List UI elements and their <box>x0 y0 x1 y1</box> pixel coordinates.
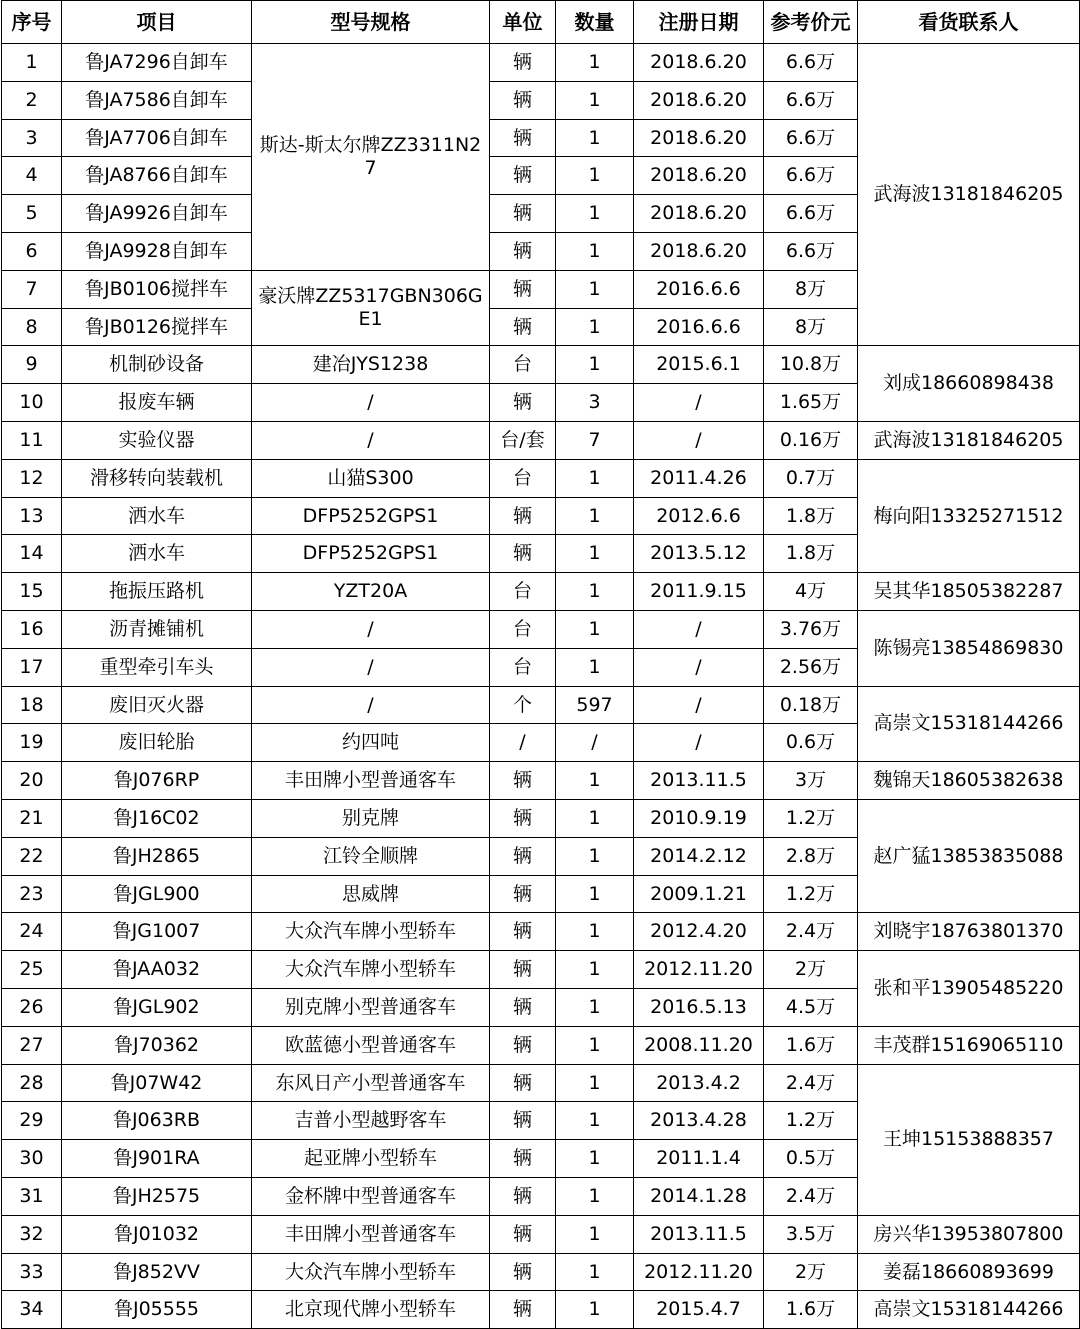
cell-unit: 辆 <box>490 535 556 573</box>
cell-spec: / <box>252 610 490 648</box>
cell-qty: 1 <box>556 346 634 384</box>
cell-item: 重型牵引车头 <box>62 648 252 686</box>
cell-no: 15 <box>2 573 62 611</box>
cell-no: 5 <box>2 195 62 233</box>
table-row <box>2 346 1080 384</box>
cell-spec-merged: 豪沃牌ZZ5317GBN306GE1 <box>252 270 490 346</box>
table-row <box>2 799 1080 837</box>
cell-spec: 欧蓝德小型普通客车 <box>252 1026 490 1064</box>
cell-qty: 1 <box>556 81 634 119</box>
cell-qty: 1 <box>556 573 634 611</box>
cell-qty: 1 <box>556 497 634 535</box>
cell-price: 2万 <box>764 951 858 989</box>
cell-spec: 丰田牌小型普通客车 <box>252 1215 490 1253</box>
cell-spec-merged: 斯达-斯太尔牌ZZ3311N27 <box>252 44 490 271</box>
cell-price: 2.4万 <box>764 913 858 951</box>
cell-item: 鲁J076RP <box>62 762 252 800</box>
cell-date: / <box>634 384 764 422</box>
column-header-qty: 数量 <box>556 1 634 44</box>
cell-unit: 辆 <box>490 1291 556 1329</box>
column-header-item: 项目 <box>62 1 252 44</box>
cell-price: 0.6万 <box>764 724 858 762</box>
cell-date: 2010.9.19 <box>634 799 764 837</box>
cell-unit: 台/套 <box>490 421 556 459</box>
table-row <box>2 1291 1080 1329</box>
cell-date: 2016.5.13 <box>634 988 764 1026</box>
cell-date: 2013.11.5 <box>634 762 764 800</box>
cell-contact: 姜磊18660893699 <box>858 1253 1080 1291</box>
cell-date: 2008.11.20 <box>634 1026 764 1064</box>
column-header-no: 序号 <box>2 1 62 44</box>
cell-qty: 1 <box>556 157 634 195</box>
cell-item: 鲁J16C02 <box>62 799 252 837</box>
cell-contact: 丰茂群15169065110 <box>858 1026 1080 1064</box>
cell-item: 鲁J07W42 <box>62 1064 252 1102</box>
cell-no: 17 <box>2 648 62 686</box>
cell-spec: 山猫S300 <box>252 459 490 497</box>
cell-date: / <box>634 724 764 762</box>
cell-unit: 辆 <box>490 497 556 535</box>
cell-unit: 辆 <box>490 799 556 837</box>
cell-price: 3.76万 <box>764 610 858 648</box>
cell-item: 鲁J063RB <box>62 1102 252 1140</box>
cell-unit: 台 <box>490 573 556 611</box>
cell-item: 废旧轮胎 <box>62 724 252 762</box>
cell-no: 23 <box>2 875 62 913</box>
cell-qty: / <box>556 724 634 762</box>
cell-contact: 武海波13181846205 <box>858 44 1080 346</box>
cell-unit: 台 <box>490 610 556 648</box>
cell-spec: 别克牌 <box>252 799 490 837</box>
cell-no: 10 <box>2 384 62 422</box>
cell-spec: 大众汽车牌小型轿车 <box>252 951 490 989</box>
cell-price: 10.8万 <box>764 346 858 384</box>
cell-unit: 辆 <box>490 232 556 270</box>
column-header-spec: 型号规格 <box>252 1 490 44</box>
cell-no: 13 <box>2 497 62 535</box>
cell-unit: 辆 <box>490 762 556 800</box>
table-row <box>2 951 1080 989</box>
cell-spec: 江铃全顺牌 <box>252 837 490 875</box>
cell-qty: 1 <box>556 1140 634 1178</box>
cell-no: 29 <box>2 1102 62 1140</box>
cell-no: 24 <box>2 913 62 951</box>
cell-price: 3万 <box>764 762 858 800</box>
cell-unit: / <box>490 724 556 762</box>
cell-date: 2018.6.20 <box>634 44 764 82</box>
table-row <box>2 1026 1080 1064</box>
cell-unit: 辆 <box>490 81 556 119</box>
table-body <box>2 44 1080 1329</box>
cell-unit: 台 <box>490 346 556 384</box>
cell-price: 0.7万 <box>764 459 858 497</box>
cell-qty: 597 <box>556 686 634 724</box>
cell-date: 2013.11.5 <box>634 1215 764 1253</box>
cell-item: 鲁JB0126搅拌车 <box>62 308 252 346</box>
cell-no: 32 <box>2 1215 62 1253</box>
cell-no: 8 <box>2 308 62 346</box>
cell-price: 0.16万 <box>764 421 858 459</box>
header-row <box>2 1 1080 44</box>
cell-no: 12 <box>2 459 62 497</box>
cell-spec: 建冶JYS1238 <box>252 346 490 384</box>
cell-no: 19 <box>2 724 62 762</box>
cell-spec: / <box>252 384 490 422</box>
cell-price: 6.6万 <box>764 157 858 195</box>
cell-spec: 丰田牌小型普通客车 <box>252 762 490 800</box>
cell-no: 18 <box>2 686 62 724</box>
cell-unit: 辆 <box>490 1026 556 1064</box>
cell-date: / <box>634 686 764 724</box>
cell-unit: 辆 <box>490 44 556 82</box>
cell-unit: 台 <box>490 459 556 497</box>
cell-spec: 北京现代牌小型轿车 <box>252 1291 490 1329</box>
cell-date: 2009.1.21 <box>634 875 764 913</box>
cell-spec: / <box>252 686 490 724</box>
cell-qty: 1 <box>556 1102 634 1140</box>
cell-unit: 辆 <box>490 119 556 157</box>
cell-qty: 7 <box>556 421 634 459</box>
cell-spec: 大众汽车牌小型轿车 <box>252 1253 490 1291</box>
cell-unit: 辆 <box>490 1177 556 1215</box>
cell-price: 1.8万 <box>764 497 858 535</box>
cell-spec: / <box>252 648 490 686</box>
cell-no: 9 <box>2 346 62 384</box>
cell-date: 2014.2.12 <box>634 837 764 875</box>
cell-qty: 1 <box>556 610 634 648</box>
cell-date: 2011.4.26 <box>634 459 764 497</box>
cell-unit: 辆 <box>490 1102 556 1140</box>
cell-price: 1.6万 <box>764 1026 858 1064</box>
cell-price: 1.8万 <box>764 535 858 573</box>
cell-item: 鲁JA7586自卸车 <box>62 81 252 119</box>
cell-item: 实验仪器 <box>62 421 252 459</box>
cell-qty: 1 <box>556 1177 634 1215</box>
cell-price: 0.5万 <box>764 1140 858 1178</box>
cell-unit: 辆 <box>490 270 556 308</box>
cell-price: 1.2万 <box>764 1102 858 1140</box>
cell-item: 洒水车 <box>62 497 252 535</box>
cell-no: 26 <box>2 988 62 1026</box>
cell-qty: 1 <box>556 270 634 308</box>
cell-qty: 1 <box>556 1215 634 1253</box>
cell-date: 2012.6.6 <box>634 497 764 535</box>
cell-qty: 1 <box>556 1026 634 1064</box>
cell-item: 鲁J70362 <box>62 1026 252 1064</box>
cell-price: 6.6万 <box>764 119 858 157</box>
cell-no: 27 <box>2 1026 62 1064</box>
cell-price: 6.6万 <box>764 44 858 82</box>
table-row <box>2 1215 1080 1253</box>
cell-date: 2018.6.20 <box>634 195 764 233</box>
cell-no: 34 <box>2 1291 62 1329</box>
cell-item: 鲁JAA032 <box>62 951 252 989</box>
cell-contact: 房兴华13953807800 <box>858 1215 1080 1253</box>
cell-qty: 1 <box>556 1253 634 1291</box>
cell-date: 2015.4.7 <box>634 1291 764 1329</box>
cell-spec: 金杯牌中型普通客车 <box>252 1177 490 1215</box>
table-row <box>2 686 1080 724</box>
cell-item: 鲁JA7706自卸车 <box>62 119 252 157</box>
cell-date: / <box>634 421 764 459</box>
cell-unit: 台 <box>490 648 556 686</box>
cell-qty: 1 <box>556 1291 634 1329</box>
cell-price: 4万 <box>764 573 858 611</box>
cell-no: 4 <box>2 157 62 195</box>
cell-qty: 3 <box>556 384 634 422</box>
cell-item: 拖振压路机 <box>62 573 252 611</box>
cell-date: 2013.5.12 <box>634 535 764 573</box>
table-row <box>2 913 1080 951</box>
cell-item: 鲁J01032 <box>62 1215 252 1253</box>
cell-item: 鲁JG1007 <box>62 913 252 951</box>
cell-item: 鲁JB0106搅拌车 <box>62 270 252 308</box>
cell-item: 鲁JH2575 <box>62 1177 252 1215</box>
cell-item: 鲁J901RA <box>62 1140 252 1178</box>
cell-price: 1.6万 <box>764 1291 858 1329</box>
cell-item: 滑移转向装载机 <box>62 459 252 497</box>
cell-qty: 1 <box>556 44 634 82</box>
cell-price: 6.6万 <box>764 195 858 233</box>
table-header <box>2 1 1080 44</box>
cell-price: 2.56万 <box>764 648 858 686</box>
cell-price: 0.18万 <box>764 686 858 724</box>
cell-contact: 赵广猛13853835088 <box>858 799 1080 912</box>
cell-no: 31 <box>2 1177 62 1215</box>
cell-unit: 辆 <box>490 875 556 913</box>
cell-spec: 思威牌 <box>252 875 490 913</box>
cell-no: 14 <box>2 535 62 573</box>
cell-qty: 1 <box>556 837 634 875</box>
cell-date: 2013.4.28 <box>634 1102 764 1140</box>
cell-spec: 起亚牌小型轿车 <box>252 1140 490 1178</box>
cell-spec: 大众汽车牌小型轿车 <box>252 913 490 951</box>
cell-no: 28 <box>2 1064 62 1102</box>
cell-price: 4.5万 <box>764 988 858 1026</box>
cell-contact: 刘成18660898438 <box>858 346 1080 422</box>
cell-no: 7 <box>2 270 62 308</box>
cell-date: 2018.6.20 <box>634 119 764 157</box>
cell-spec: 约四吨 <box>252 724 490 762</box>
column-header-price: 参考价元 <box>764 1 858 44</box>
cell-unit: 个 <box>490 686 556 724</box>
cell-item: 鲁JA7296自卸车 <box>62 44 252 82</box>
cell-unit: 辆 <box>490 308 556 346</box>
table-row <box>2 459 1080 497</box>
cell-date: 2018.6.20 <box>634 81 764 119</box>
table-row <box>2 762 1080 800</box>
cell-spec: 东风日产小型普通客车 <box>252 1064 490 1102</box>
cell-item: 鲁JH2865 <box>62 837 252 875</box>
table-row <box>2 1064 1080 1102</box>
cell-no: 2 <box>2 81 62 119</box>
cell-spec: 吉普小型越野客车 <box>252 1102 490 1140</box>
cell-date: 2015.6.1 <box>634 346 764 384</box>
cell-spec: DFP5252GPS1 <box>252 535 490 573</box>
cell-price: 2.4万 <box>764 1064 858 1102</box>
cell-date: 2016.6.6 <box>634 270 764 308</box>
cell-price: 1.65万 <box>764 384 858 422</box>
cell-qty: 1 <box>556 1064 634 1102</box>
cell-item: 鲁JGL900 <box>62 875 252 913</box>
cell-unit: 辆 <box>490 837 556 875</box>
cell-no: 11 <box>2 421 62 459</box>
cell-qty: 1 <box>556 459 634 497</box>
cell-item: 鲁JA9926自卸车 <box>62 195 252 233</box>
cell-no: 6 <box>2 232 62 270</box>
cell-unit: 辆 <box>490 1253 556 1291</box>
cell-item: 鲁J05555 <box>62 1291 252 1329</box>
cell-qty: 1 <box>556 648 634 686</box>
cell-unit: 辆 <box>490 988 556 1026</box>
cell-unit: 辆 <box>490 1215 556 1253</box>
cell-date: 2016.6.6 <box>634 308 764 346</box>
cell-date: / <box>634 648 764 686</box>
cell-price: 6.6万 <box>764 232 858 270</box>
cell-contact: 刘晓宇18763801370 <box>858 913 1080 951</box>
cell-unit: 辆 <box>490 157 556 195</box>
cell-unit: 辆 <box>490 195 556 233</box>
cell-item: 废旧灭火器 <box>62 686 252 724</box>
cell-qty: 1 <box>556 913 634 951</box>
cell-contact: 高崇文15318144266 <box>858 1291 1080 1329</box>
cell-item: 洒水车 <box>62 535 252 573</box>
cell-no: 22 <box>2 837 62 875</box>
cell-qty: 1 <box>556 119 634 157</box>
table-row <box>2 573 1080 611</box>
cell-qty: 1 <box>556 762 634 800</box>
cell-date: 2013.4.2 <box>634 1064 764 1102</box>
cell-date: 2014.1.28 <box>634 1177 764 1215</box>
cell-contact: 武海波13181846205 <box>858 421 1080 459</box>
cell-date: 2018.6.20 <box>634 232 764 270</box>
cell-qty: 1 <box>556 232 634 270</box>
cell-item: 机制砂设备 <box>62 346 252 384</box>
cell-spec: DFP5252GPS1 <box>252 497 490 535</box>
cell-contact: 陈锡亮13854869830 <box>858 610 1080 686</box>
cell-no: 20 <box>2 762 62 800</box>
cell-no: 25 <box>2 951 62 989</box>
cell-price: 2万 <box>764 1253 858 1291</box>
cell-contact: 张和平13905485220 <box>858 951 1080 1027</box>
cell-contact: 高崇文15318144266 <box>858 686 1080 762</box>
column-header-date: 注册日期 <box>634 1 764 44</box>
cell-contact: 魏锦天18605382638 <box>858 762 1080 800</box>
cell-unit: 辆 <box>490 1140 556 1178</box>
cell-item: 鲁JGL902 <box>62 988 252 1026</box>
cell-date: 2012.11.20 <box>634 1253 764 1291</box>
table-row <box>2 44 1080 82</box>
cell-item: 沥青摊铺机 <box>62 610 252 648</box>
cell-qty: 1 <box>556 308 634 346</box>
cell-contact: 王坤15153888357 <box>858 1064 1080 1215</box>
cell-spec: / <box>252 421 490 459</box>
cell-contact: 梅向阳13325271512 <box>858 459 1080 572</box>
cell-price: 6.6万 <box>764 81 858 119</box>
cell-date: 2018.6.20 <box>634 157 764 195</box>
cell-unit: 辆 <box>490 384 556 422</box>
cell-date: 2012.4.20 <box>634 913 764 951</box>
cell-price: 2.8万 <box>764 837 858 875</box>
column-header-unit: 单位 <box>490 1 556 44</box>
cell-price: 1.2万 <box>764 875 858 913</box>
cell-date: 2012.11.20 <box>634 951 764 989</box>
cell-date: / <box>634 610 764 648</box>
cell-no: 21 <box>2 799 62 837</box>
cell-qty: 1 <box>556 799 634 837</box>
cell-spec: YZT20A <box>252 573 490 611</box>
cell-qty: 1 <box>556 195 634 233</box>
cell-contact: 吴其华18505382287 <box>858 573 1080 611</box>
cell-price: 2.4万 <box>764 1177 858 1215</box>
cell-unit: 辆 <box>490 951 556 989</box>
cell-unit: 辆 <box>490 1064 556 1102</box>
table-row <box>2 610 1080 648</box>
cell-item: 鲁J852VV <box>62 1253 252 1291</box>
cell-price: 3.5万 <box>764 1215 858 1253</box>
cell-price: 8万 <box>764 270 858 308</box>
cell-date: 2011.1.4 <box>634 1140 764 1178</box>
column-header-contact: 看货联系人 <box>858 1 1080 44</box>
cell-no: 3 <box>2 119 62 157</box>
cell-no: 16 <box>2 610 62 648</box>
cell-item: 鲁JA9928自卸车 <box>62 232 252 270</box>
cell-spec: 别克牌小型普通客车 <box>252 988 490 1026</box>
cell-unit: 辆 <box>490 913 556 951</box>
cell-qty: 1 <box>556 535 634 573</box>
cell-item: 鲁JA8766自卸车 <box>62 157 252 195</box>
cell-date: 2011.9.15 <box>634 573 764 611</box>
cell-qty: 1 <box>556 951 634 989</box>
table-row <box>2 421 1080 459</box>
cell-price: 1.2万 <box>764 799 858 837</box>
inventory-table <box>1 0 1080 1329</box>
cell-qty: 1 <box>556 875 634 913</box>
cell-no: 30 <box>2 1140 62 1178</box>
cell-no: 1 <box>2 44 62 82</box>
cell-no: 33 <box>2 1253 62 1291</box>
table-row <box>2 1253 1080 1291</box>
cell-qty: 1 <box>556 988 634 1026</box>
cell-item: 报废车辆 <box>62 384 252 422</box>
cell-price: 8万 <box>764 308 858 346</box>
